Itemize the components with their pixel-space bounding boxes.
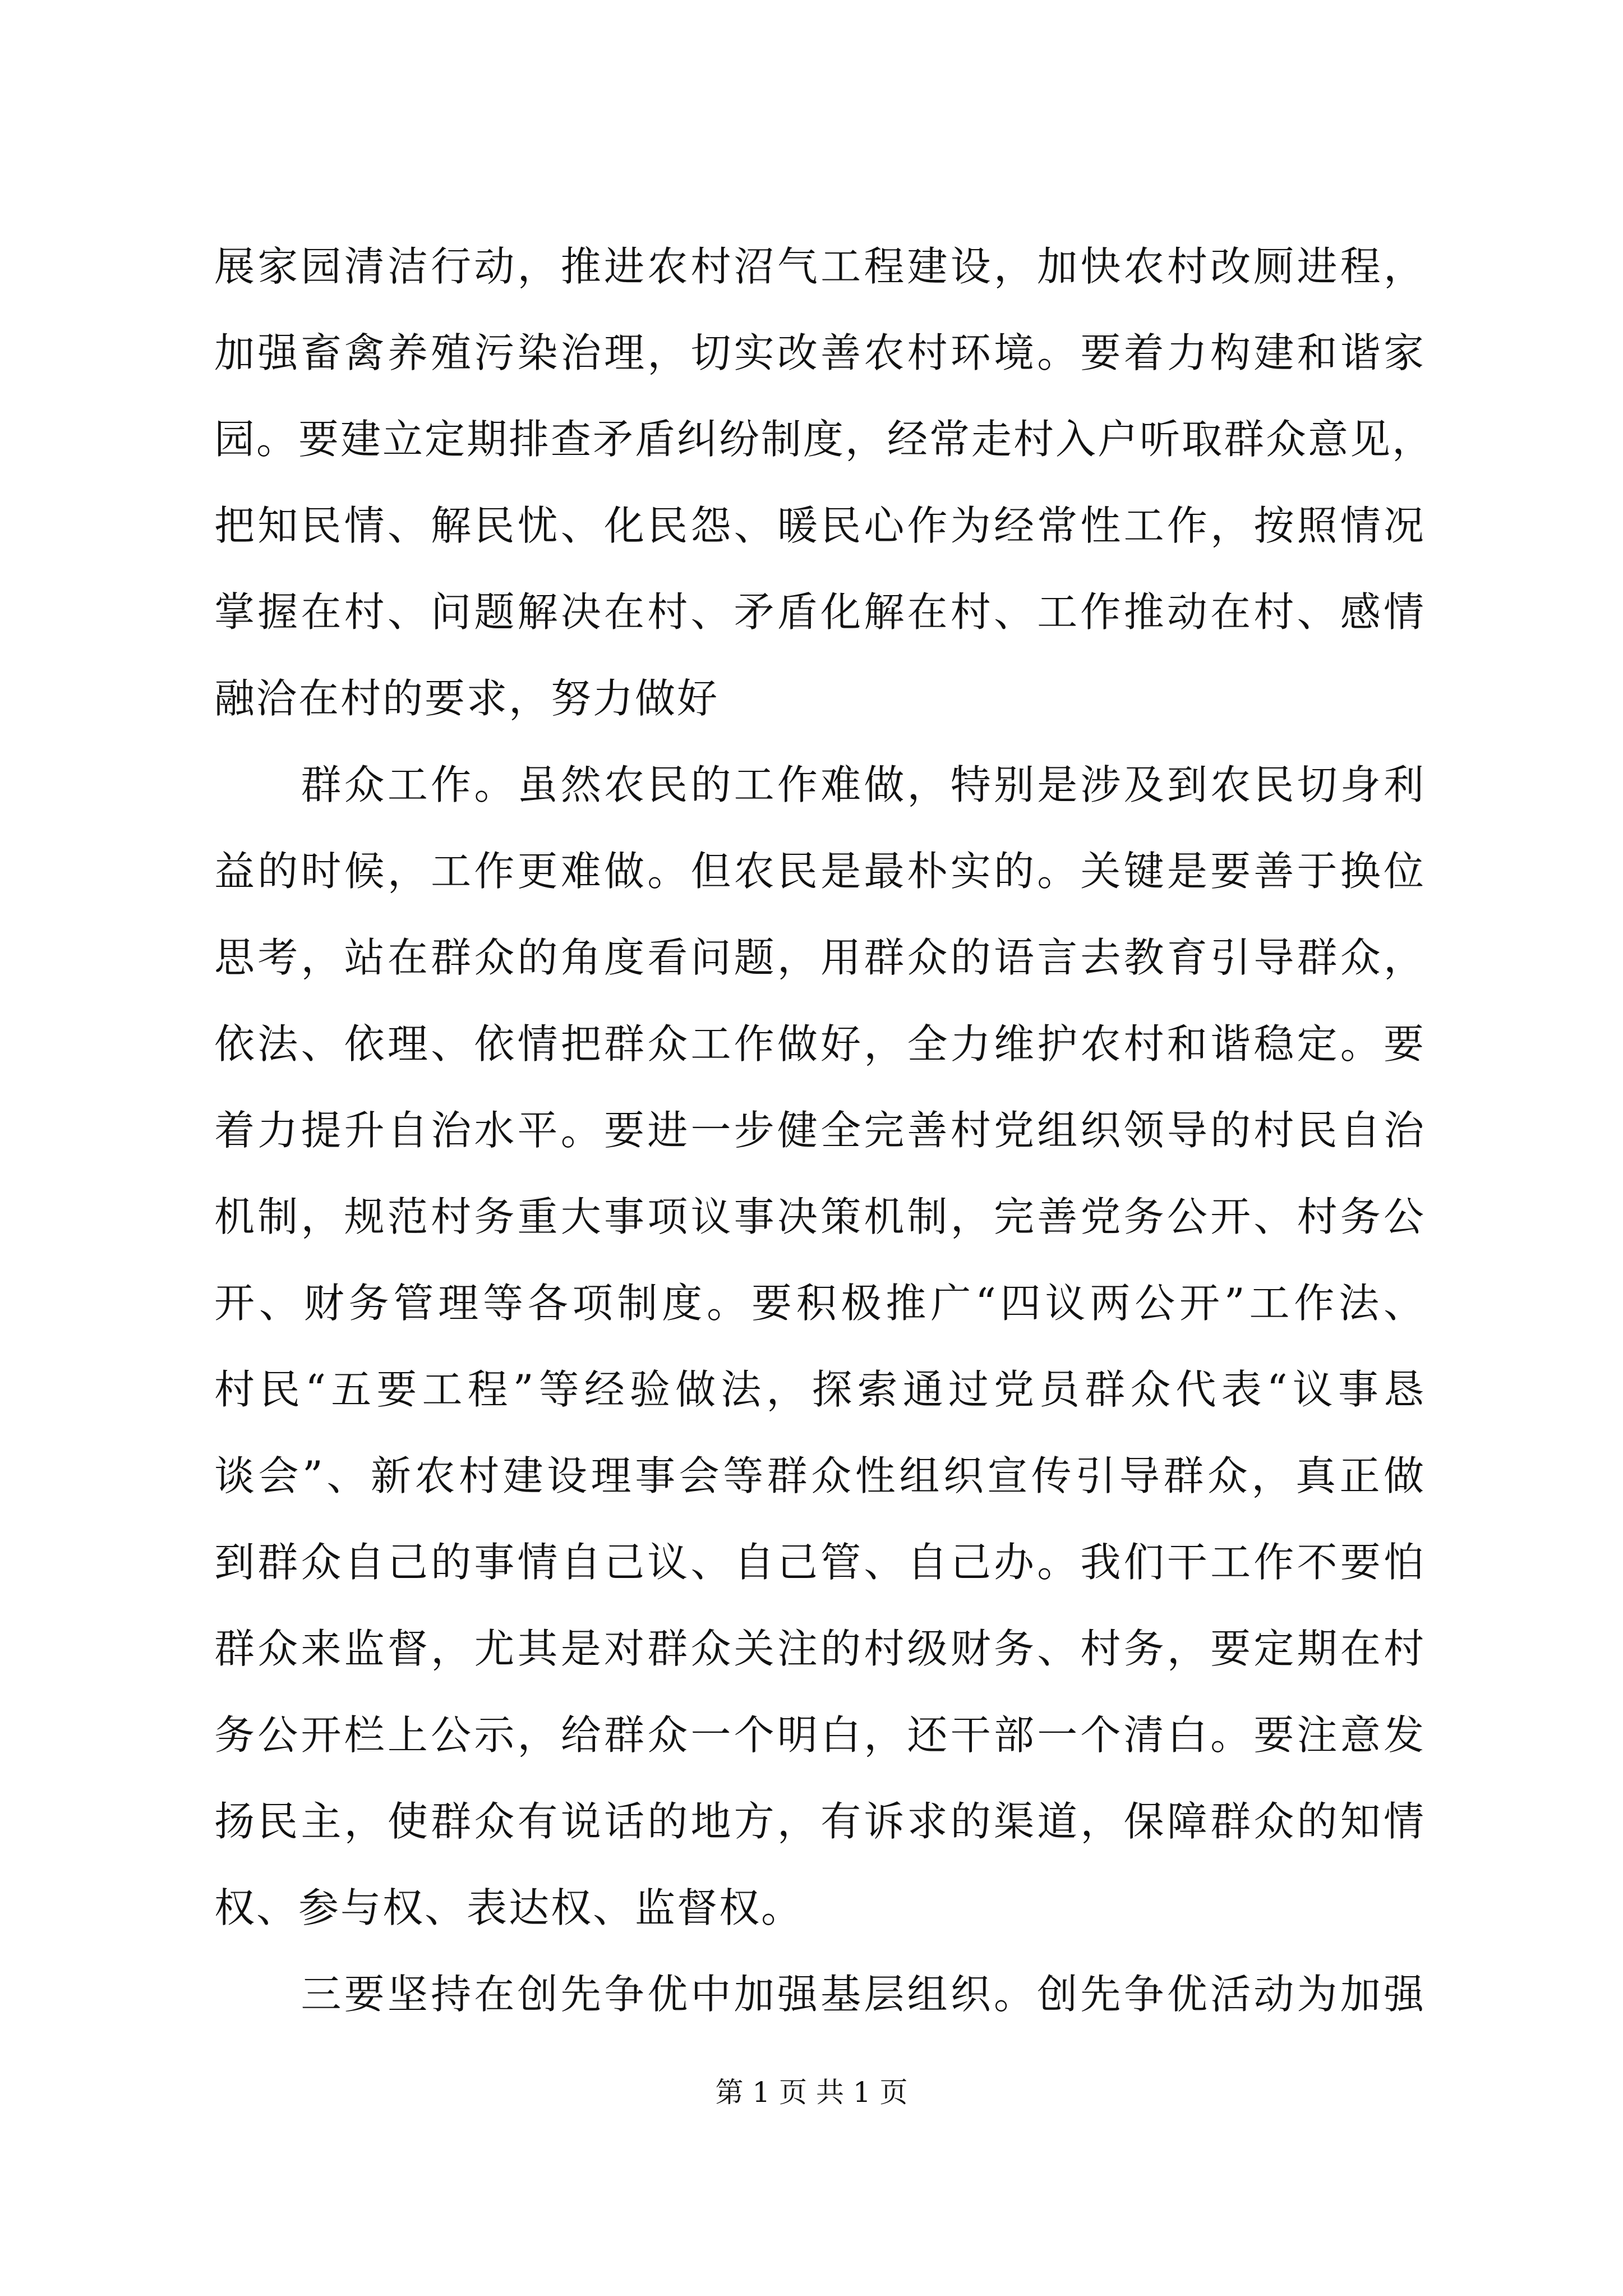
text-line: 加强畜禽养殖污染治理，切实改善农村环境。要着力构建和谐家 — [214, 329, 1426, 376]
text-line: 扬民主，使群众有说话的地方，有诉求的渠道，保障群众的知情 — [214, 1798, 1426, 1845]
text-line: 掌握在村、问题解决在村、矛盾化解在村、工作推动在村、感情 — [214, 588, 1426, 636]
text-line: 把知民情、解民忧、化民怨、暖民心作为经常性工作，按照情况 — [214, 502, 1426, 549]
body-text — [214, 223, 1435, 2037]
text-line: 村民“五要工程”等经验做法，探索通过党员群众代表“议事恳 — [214, 1366, 1426, 1413]
paragraph-3 — [214, 1951, 1426, 2037]
text-line: 着力提升自治水平。要进一步健全完善村党组织领导的村民自治 — [214, 1107, 1426, 1154]
text-line: 园。要建立定期排查矛盾纠纷制度，经常走村入户听取群众意见， — [214, 416, 1435, 463]
text-line: 展家园清洁行动，推进农村沼气工程建设，加快农村改厕进程， — [214, 243, 1426, 290]
paragraph-2 — [214, 742, 1426, 1951]
text-line: 务公开栏上公示，给群众一个明白，还干部一个清白。要注意发 — [214, 1711, 1426, 1759]
text-line: 开、财务管理等各项制度。要积极推广“四议两公开”工作法、 — [214, 1280, 1426, 1327]
page-number-label: 第 1 页 共 1 页 — [715, 2076, 908, 2109]
text-line: 益的时候，工作更难做。但农民是最朴实的。关键是要善于换位 — [214, 848, 1426, 895]
text-line: 谈会”、新农村建设理事会等群众性组织宣传引导群众，真正做 — [214, 1452, 1426, 1499]
paragraph-1 — [214, 223, 1435, 742]
text-line: 依法、依理、依情把群众工作做好，全力维护农村和谐稳定。要 — [214, 1020, 1426, 1068]
text-line: 思考，站在群众的角度看问题，用群众的语言去教育引导群众， — [214, 934, 1426, 981]
text-line: 群众工作。虽然农民的工作难做，特别是涉及到农民切身利 — [214, 761, 1426, 808]
page-footer — [0, 2070, 1623, 2110]
text-line: 群众来监督，尤其是对群众关注的村级财务、村务，要定期在村 — [214, 1625, 1426, 1672]
text-line: 机制，规范村务重大事项议事决策机制，完善党务公开、村务公 — [214, 1193, 1426, 1240]
text-line: 权、参与权、表达权、监督权。 — [214, 1884, 804, 1931]
text-line: 到群众自己的事情自己议、自己管、自己办。我们干工作不要怕 — [214, 1539, 1426, 1586]
text-line: 融洽在村的要求，努力做好 — [214, 675, 720, 722]
text-line: 三要坚持在创先争优中加强基层组织。创先争优活动为加强 — [214, 1971, 1426, 2018]
